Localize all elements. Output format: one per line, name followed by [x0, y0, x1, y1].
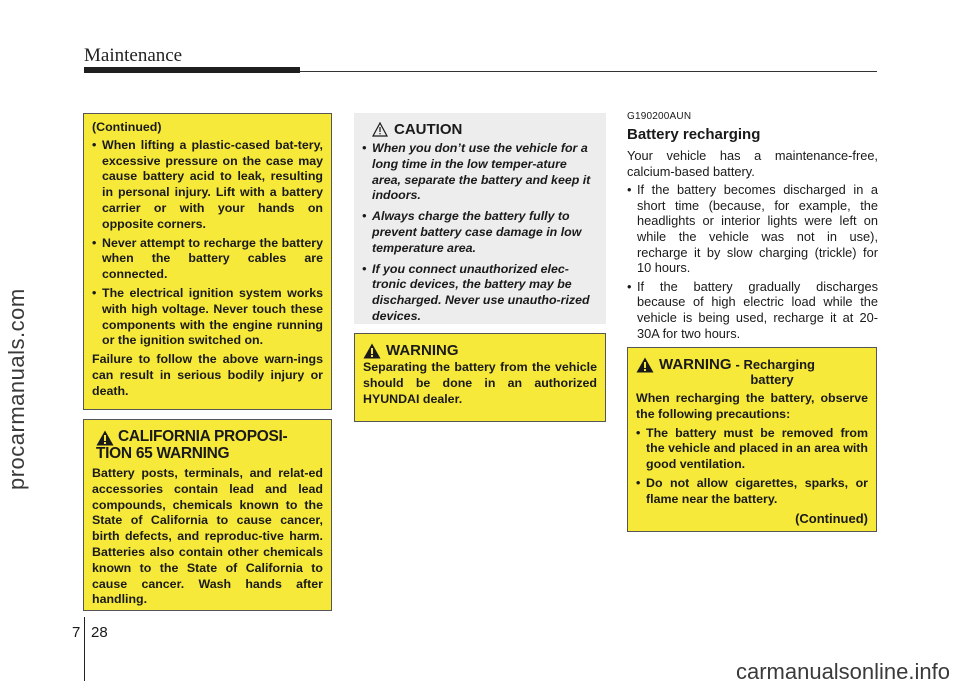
section-body: [627, 148, 878, 344]
section-bullet-list: [627, 182, 878, 341]
warning-triangle-icon: [636, 357, 654, 373]
caution-box: [354, 113, 606, 324]
warning-subtitle: - Recharging: [735, 357, 815, 372]
warning-intro: When recharging the battery, observe the following precautions:: [636, 391, 868, 421]
warning-triangle-icon: [96, 430, 114, 446]
list-item: • When lifting a plastic-cased bat-tery, excessive pressure on the case may cause battery acid to leak, resulting in personal injury. Lift with a battery carrier or with your hands on opposite corners.: [92, 138, 323, 233]
page-header-title: Maintenance: [84, 45, 183, 66]
warning-title: WARNING: [659, 356, 732, 373]
section-intro: Your vehicle has a maintenance-free, calcium-based battery.: [627, 148, 878, 179]
header-rule-thin: [300, 71, 877, 72]
continued-label: (Continued): [92, 120, 162, 134]
warning-triangle-icon: [363, 343, 381, 359]
warning-title: WARNING: [386, 342, 459, 359]
dealer-warning-box: [354, 333, 606, 422]
continued-marker: (Continued): [795, 510, 868, 526]
continued-warning-box: [83, 113, 332, 410]
footer-page-number: 28: [91, 624, 108, 641]
header-rule-thick: [84, 67, 300, 73]
side-watermark: procarmanuals.com: [4, 288, 29, 490]
california-title-line1: CALIFORNIA PROPOSI-: [118, 428, 288, 445]
list-item: • Never attempt to recharge the battery when the battery cables are connected.: [92, 236, 323, 283]
warning-subtitle-line2: battery: [750, 372, 794, 387]
caution-bullet-list: [362, 141, 598, 325]
recharging-warning-box: [627, 347, 877, 532]
continued-bullet-list: [92, 138, 323, 349]
warning-bullet-list: [636, 426, 868, 508]
list-item: • If the battery gradually discharges because of high electric load while the vehicle is being used, recharge it at 20-30A for two hours.: [627, 279, 878, 341]
list-item: • The battery must be removed from the vehicle and placed in an area with good ventilation.: [636, 426, 868, 473]
list-item: • If you connect unauthorized elec-tronic devices, the battery may be discharged. Never use unautho-rized devices.: [362, 262, 598, 325]
section-code: G190200AUN: [627, 111, 692, 122]
california-warning-box: [83, 419, 332, 611]
california-title: [96, 428, 323, 462]
list-item: • Always charge the battery fully to prevent battery case damage in low temperature area.: [362, 209, 598, 256]
list-item: • Do not allow cigarettes, sparks, or flame near the battery.: [636, 476, 868, 508]
list-item: • When you don’t use the vehicle for a long time in the low temper-ature area, separate the battery and keep it indoors.: [362, 141, 598, 204]
list-item: • The electrical ignition system works with high voltage. Never touch these components with the engine running or the ignition switched on.: [92, 286, 323, 349]
caution-title: CAUTION: [394, 121, 463, 138]
footer-divider: [84, 617, 85, 681]
continued-footer-text: Failure to follow the above warn-ings can result in serious bodily injury or death.: [92, 352, 323, 398]
warning-header: [636, 356, 868, 373]
warning-header: [363, 342, 597, 359]
footer-section-number: 7: [72, 624, 81, 641]
warning-text: Separating the battery from the vehicle should be done in an authorized HYUNDAI dealer.: [363, 360, 597, 406]
section-heading: Battery recharging: [627, 126, 761, 143]
caution-header: [372, 121, 598, 138]
california-text: Battery posts, terminals, and relat-ed accessories contain lead and lead compounds, chemicals known to the State of California to cause cancer, birth defects, and reproduc-tive harm. Batteries also contain other chemicals known to the State of California to cause cancer. Wash hands after handling.: [92, 466, 323, 607]
california-title-line2: TION 65 WARNING: [96, 445, 230, 462]
bottom-watermark: carmanualsonline.info: [735, 659, 950, 684]
list-item: • If the battery becomes discharged in a short time (because, for example, the headlights or interior lights were left on while the vehicle was not in use), recharge it by slow charging (trickle) for 10 hours.: [627, 182, 878, 276]
caution-triangle-icon: [372, 122, 388, 137]
